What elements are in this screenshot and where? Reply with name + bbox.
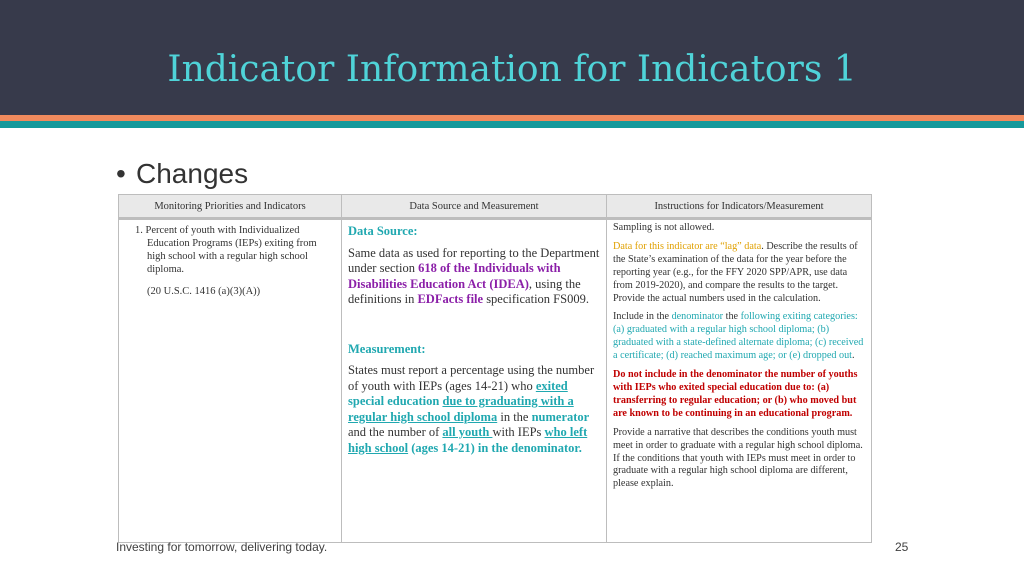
text-run: the: [723, 311, 741, 323]
data-source-text: [348, 246, 600, 308]
text-run: . Describe the results of the State’s examination of the data for the year before the reporting year (e.g., for the FFY 2020 SPP/APR, use data from 2019-2020), and compare the results to the target. Provide the actual numbers used in the calculation.: [613, 240, 858, 304]
page-number: 25: [895, 540, 909, 554]
data-source-label: Data Source:: [348, 224, 418, 238]
instruction-narrative: Provide a narrative that describes the conditions youth must meet in order to graduate with a regular high school diploma. If the conditions that youth with IEPs must meet in order to graduate with a regular high school diploma are different, please explain.: [613, 426, 863, 490]
footer-tagline: Investing for tomorrow, delivering today.: [116, 540, 328, 554]
table-row: [119, 219, 872, 543]
instruction-lag-data: [613, 241, 865, 306]
text-run: special education: [348, 394, 440, 408]
text-run: denominator: [671, 311, 724, 323]
table-header-row: [119, 195, 872, 219]
measurement-text: [348, 363, 600, 456]
indicator-text: 1. Percent of youth with Individualized Education Programs (IEPs) exiting from high school with a regular high school diploma.: [135, 225, 317, 275]
text-run: Same data as used for reporting to the Department under section: [348, 245, 600, 275]
text-run: Data for this indicator are “lag” data: [613, 240, 762, 252]
slide-title: Indicator Information for Indicators 1: [167, 49, 857, 90]
measurement-label: Measurement:: [348, 341, 426, 356]
text-run: numerator: [531, 409, 590, 424]
idea-reference: 618 of the Individuals with Disabilities Education Act (IDEA): [348, 261, 561, 291]
text-run: and the number of: [348, 425, 443, 439]
bullet-dot-icon: •: [116, 158, 126, 189]
text-run: following exiting categories: (a) graduated with a regular high school diploma; (b) graduated with a state-defined alternate diploma; (c) received a certificate; (d) reached maximum age; or (e) dropped out: [613, 311, 864, 362]
edfacts-reference: EDFacts file: [417, 292, 484, 306]
bullet-item: [116, 158, 248, 190]
instruction-exclusions: Do not include in the denominator the number of youths with IEPs who exited special education due to: (a) transferring to regular education; or (b) who moved but are known to be continuing in an educational program.: [613, 369, 858, 419]
text-run: , using the definitions in: [348, 276, 581, 306]
text-run: all youth: [442, 425, 493, 439]
text-run: who left high school: [348, 425, 588, 455]
instruction-denominator: [613, 311, 865, 363]
text-run: due to graduating with a regular high school diploma: [348, 394, 574, 424]
column-header: Instructions for Indicators/Measurement: [607, 195, 872, 219]
bullet-text: Changes: [136, 158, 249, 189]
cell-instructions: [607, 219, 872, 543]
text-run: in the: [497, 409, 532, 424]
cell-data-source: [342, 219, 607, 543]
text-run: exited: [535, 378, 568, 393]
text-run: specification FS009.: [483, 292, 589, 306]
column-header: Data Source and Measurement: [342, 195, 607, 219]
column-header: Monitoring Priorities and Indicators: [119, 195, 342, 219]
text-run: with IEPs: [492, 425, 545, 439]
cell-indicator: [119, 219, 342, 543]
text-run: Include in the: [613, 311, 672, 323]
text-run: (ages 14-21) in the denominator.: [408, 440, 582, 455]
indicator-citation: (20 U.S.C. 1416 (a)(3)(A)): [147, 286, 261, 297]
text-run: States must report a percentage using the number of youth with IEPs (ages 14-21) who: [348, 363, 595, 393]
text-run: .: [852, 350, 855, 362]
instruction-sampling: Sampling is not allowed.: [613, 222, 715, 233]
accent-bar-teal: [0, 121, 1024, 128]
indicator-table: [118, 194, 872, 543]
